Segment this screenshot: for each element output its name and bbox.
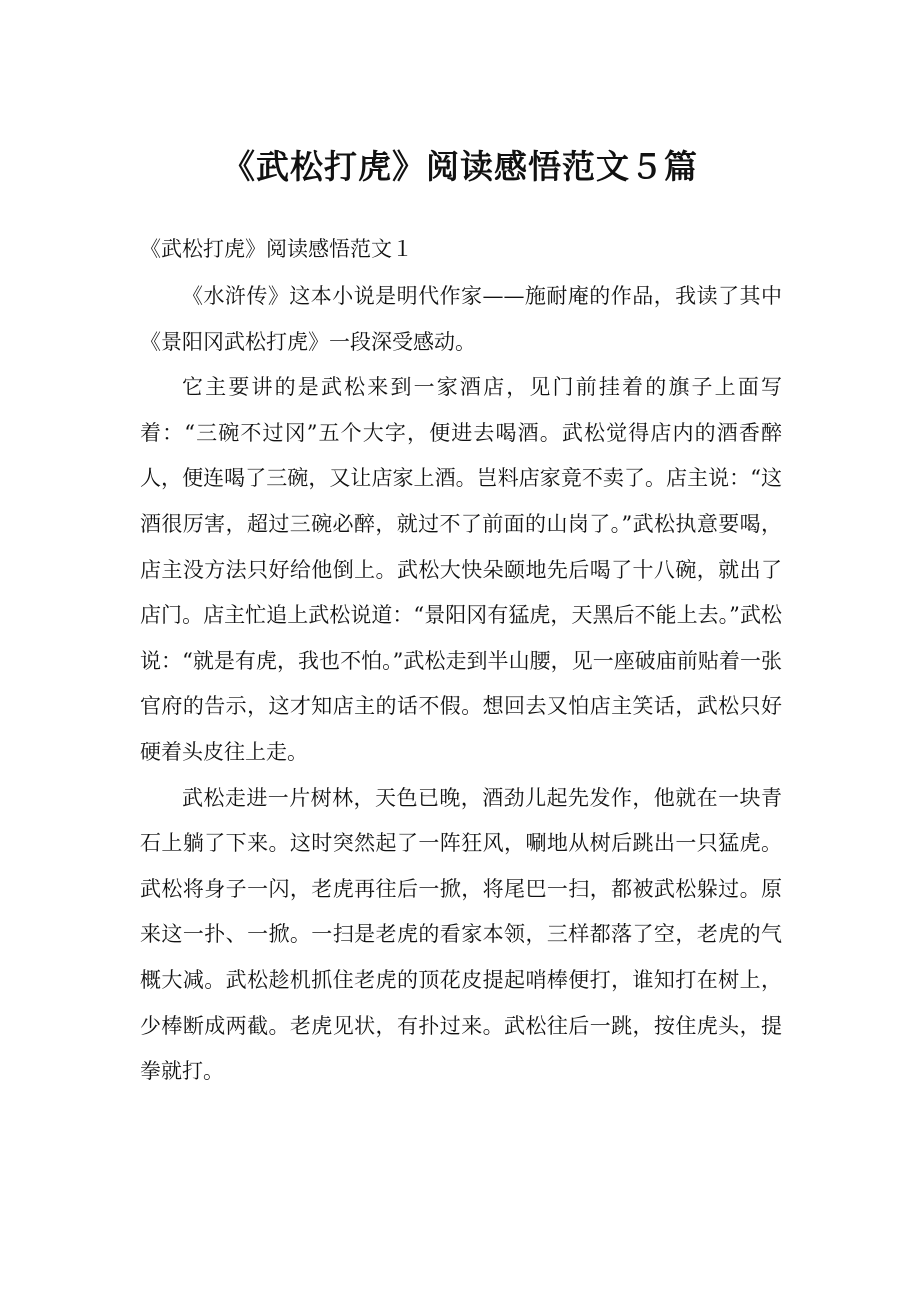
paragraph-1: 《水浒传》这本小说是明代作家——施耐庵的作品，我读了其中《景阳冈武松打虎》一段深受感动。 xyxy=(140,284,782,354)
document-body xyxy=(140,226,782,1095)
section-heading: 《武松打虎》阅读感悟范文１ xyxy=(140,237,413,261)
paragraph-3: 武松走进一片树林，天色已晚，酒劲儿起先发作，他就在一块青石上躺了下来。这时突然起了一阵狂风，唰地从树后跳出一只猛虎。武松将身子一闪，老虎再往后一掀，将尾巴一扫，都被武松躲过。原来这一扑、一掀。一扫是老虎的看家本领，三样都落了空，老虎的气概大减。武松趁机抓住老虎的顶花皮提起哨棒便打，谁知打在树上，少棒断成两截。老虎见状，有扑过来。武松往后一跳，按住虎头，提拳就打。 xyxy=(140,785,782,1084)
paragraph-2: 它主要讲的是武松来到一家酒店，见门前挂着的旗子上面写着：“三碗不过冈”五个大字，便进去喝酒。武松觉得店内的酒香醉人，便连喝了三碗，又让店家上酒。岂料店家竟不卖了。店主说：“这酒很厉害，超过三碗必醉，就过不了前面的山岗了。”武松执意要喝，店主没方法只好给他倒上。武松大快朵颐地先后喝了十八碗，就出了店门。店主忙追上武松说道：“景阳冈有猛虎，天黑后不能上去。”武松说：“就是有虎，我也不怕。”武松走到半山腰，见一座破庙前贴着一张官府的告示，这才知店主的话不假。想回去又怕店主笑话，武松只好硬着头皮往上走。 xyxy=(140,375,782,764)
document-title: 《武松打虎》阅读感悟范文５篇 xyxy=(222,147,698,186)
